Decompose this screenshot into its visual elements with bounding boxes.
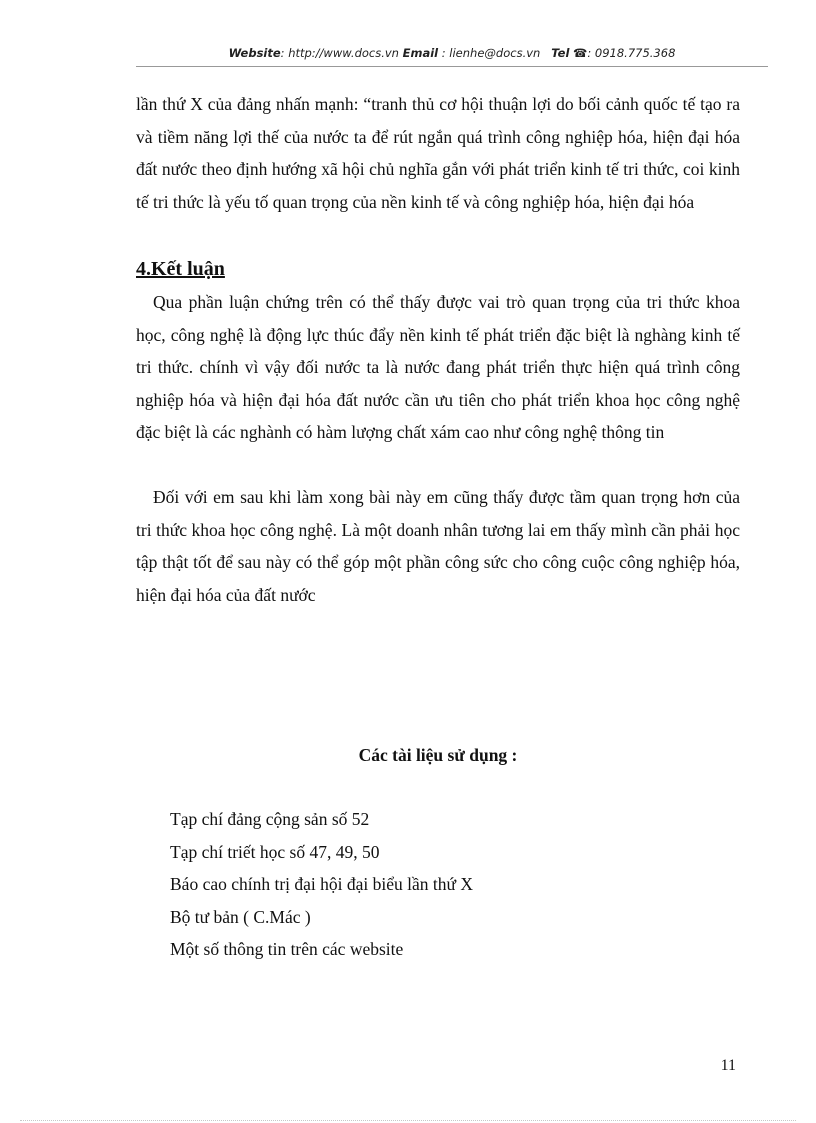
phone-icon: ☎ [573, 46, 588, 60]
website-label: Website [228, 46, 281, 60]
reference-item: Tạp chí đảng cộng sản số 52 [170, 809, 370, 829]
page-header [136, 46, 768, 60]
email-value: : lienhe@docs.vn [438, 46, 541, 60]
header-divider [136, 66, 768, 67]
page-bottom-divider [20, 1120, 796, 1121]
reference-item: Báo cao chính trị đại hội đại biểu lần thứ X [170, 874, 474, 894]
paragraph-intro: lần thứ X của đảng nhấn mạnh: “tranh thủ cơ hội thuận lợi do bối cảnh quốc tế tạo ra và tiềm năng lợi thế của nước ta để rút ngắn quá trình công nghiệp hóa, hiện đại hóa đất nước theo định hướng xã hội chủ nghĩa gắn với phát triển kinh tế tri thức, coi kinh tế tri thức là yếu tố quan trọng của nền kinh tế và công nghiệp hóa, hiện đại hóa [136, 94, 740, 212]
section-heading: 4.Kết luận [136, 258, 225, 280]
references-title: Các tài liệu sử dụng : [358, 745, 518, 765]
page-number: 11 [720, 1057, 736, 1074]
reference-item: Tạp chí triết học số 47, 49, 50 [170, 841, 380, 862]
tel-label: Tel [551, 46, 570, 60]
paragraph-conclusion: Qua phần luận chứng trên có thể thấy được vai trò quan trọng của tri thức khoa học, công nghệ là động lực thúc đẩy nền kinh tế phát triển đặc biệt là nghàng kinh tế tri thức. chính vì vậy đối nước ta là nước đang phát triển thực hiện quá trình công nghiệp hóa và hiện đại hóa đất nước cần ưu tiên cho phát triển khoa học công nghệ đặc biệt là các nghành có hàm lượng chất xám cao như công nghệ thông tin [136, 292, 740, 442]
website-value: : http://www.docs.vn [280, 46, 399, 60]
reference-item: Một số thông tin trên các website [170, 939, 404, 959]
references-list [170, 803, 473, 966]
paragraph-personal: Đối với em sau khi làm xong bài này em cũng thấy được tầm quan trọng hơn của tri thức khoa học công nghệ. Là một doanh nhân tương lai em thấy mình cần phải học tập thật tốt để sau này có thể góp một phần công sức cho công cuộc công nghiệp hóa, hiện đại hóa của đất nước [136, 487, 740, 605]
reference-item: Bộ tư bản ( C.Mác ) [170, 906, 311, 927]
email-label: Email [402, 46, 439, 60]
tel-value: : 0918.775.368 [587, 46, 676, 60]
